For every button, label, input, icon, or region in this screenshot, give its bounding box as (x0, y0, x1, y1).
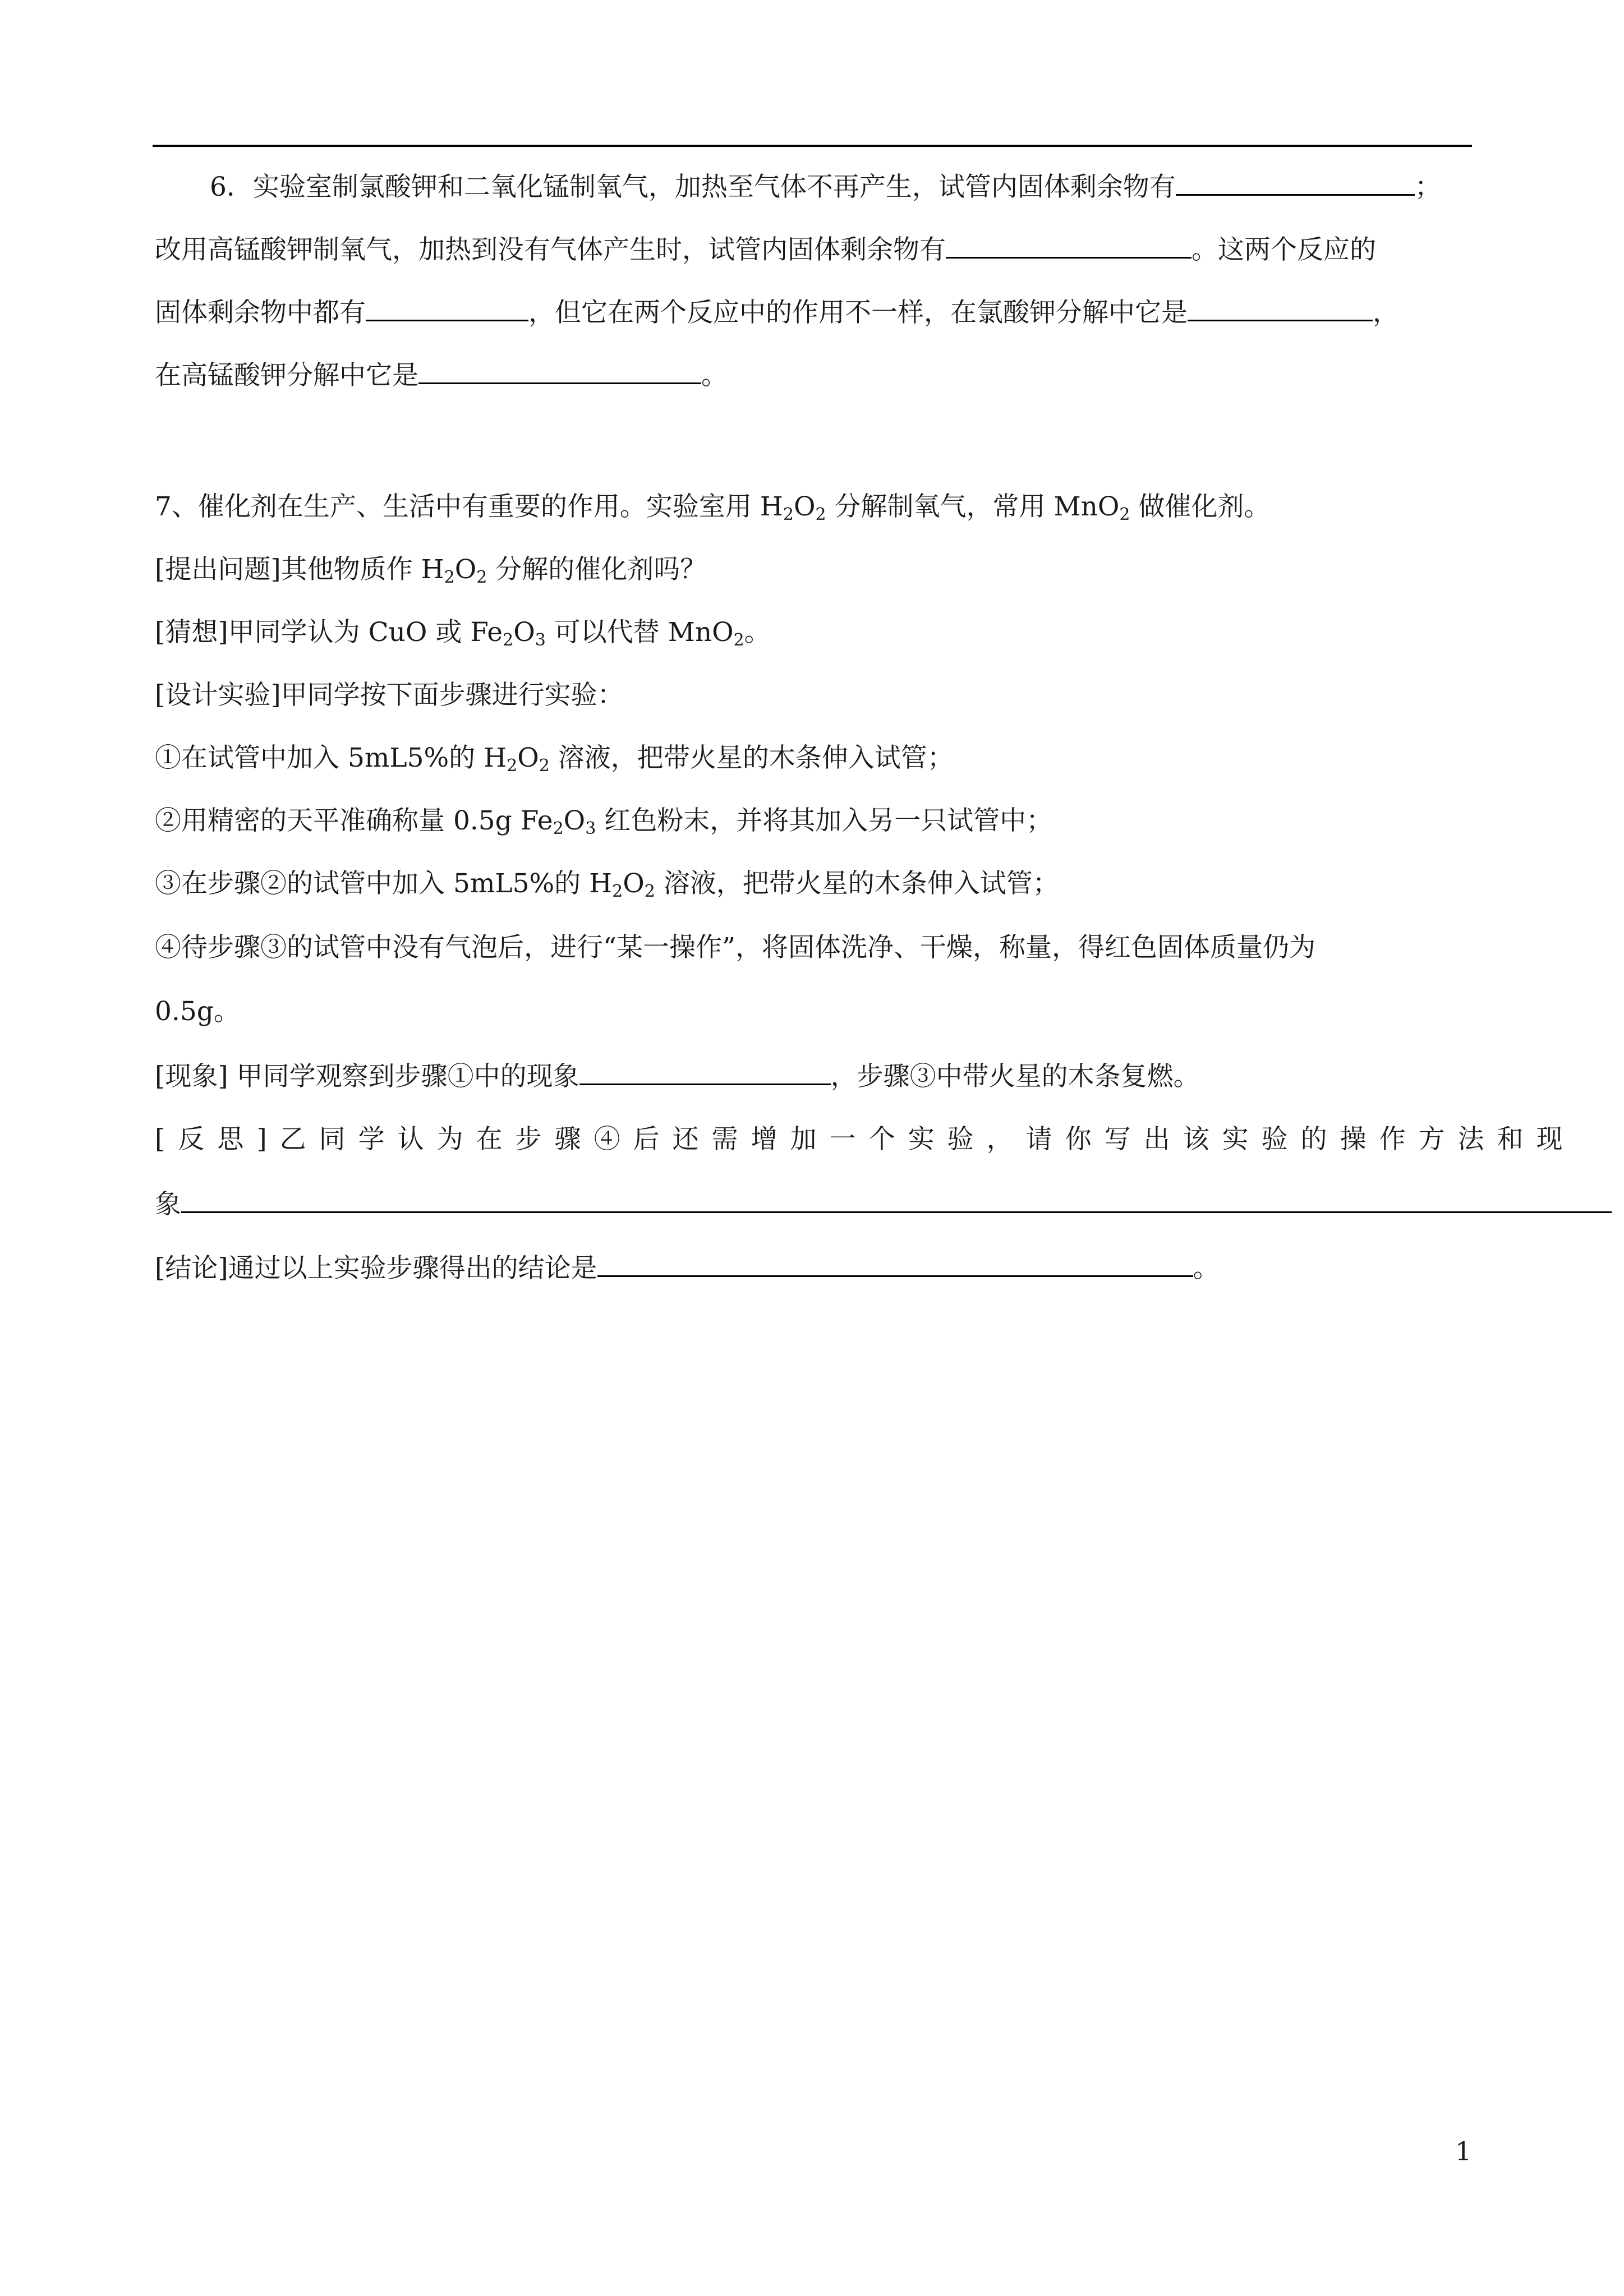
q7-step-4 (155, 931, 1512, 965)
subscript: 2 (733, 630, 744, 650)
subscript: 2 (783, 505, 794, 524)
subscript: 2 (612, 882, 623, 901)
q7-text: [反思]乙同学认为在步骤④后还需增加一个实验，请你写出该实验的操作方法和现 (155, 1124, 1576, 1155)
answer-blank[interactable] (418, 358, 701, 384)
q6-punct: ， (1373, 297, 1399, 328)
q6-line-2 (155, 232, 1512, 267)
q7-text: 象 (155, 1189, 181, 1220)
q7-text: [现象] 甲同学观察到步骤①中的现象 (155, 1061, 579, 1092)
answer-blank[interactable] (1188, 295, 1373, 321)
q7-text: 红色粉末，并将其加入另一只试管中； (596, 805, 1053, 836)
answer-blank[interactable] (579, 1059, 831, 1085)
q7-conclusion (155, 1251, 1512, 1285)
q7-text: 0.5g。 (155, 996, 240, 1027)
q7-text: [提出问题]其他物质作 H (155, 554, 444, 585)
q7-reflection-cont (155, 1187, 1624, 1221)
subscript: 2 (444, 568, 455, 587)
subscript: 2 (503, 630, 514, 650)
q7-text: ④待步骤③的试管中没有气泡后，进行“某一操作”，将固体洗净、干燥，称量，得红色固体质量仍为 (155, 932, 1316, 963)
q7-text: [设计实验]甲同学按下面步骤进行实验： (155, 680, 624, 711)
q7-text: 可以代替 MnO (545, 617, 734, 648)
q6-text: ，但它在两个反应中的作用不一样，在氯酸钾分解中它是 (528, 297, 1188, 328)
q6-punct: 。 (701, 360, 728, 391)
q7-design (155, 679, 1512, 712)
q6-line-3 (155, 295, 1512, 330)
q6-text: 改用高锰酸钾制氧气，加热到没有气体产生时，试管内固体剩余物有 (155, 234, 946, 265)
q6-text: 在高锰酸钾分解中它是 (155, 360, 418, 391)
q7-punct: 。 (1193, 1253, 1220, 1284)
q7-text: O (513, 617, 535, 648)
answer-blank[interactable] (1176, 169, 1415, 196)
q7-step-3 (155, 867, 1512, 901)
q7-text: ，步骤③中带火星的木条复燃。 (830, 1061, 1200, 1092)
q7-text: 溶液，把带火星的木条伸入试管； (549, 743, 954, 773)
q7-text: [猜想]甲同学认为 CuO 或 Fe (155, 617, 503, 648)
q7-text: 分解制氧气，常用 MnO (826, 491, 1120, 522)
q7-text: O (793, 491, 816, 522)
q6-punct: ； (1414, 172, 1441, 202)
q7-step-4-cont (155, 995, 1512, 1029)
q7-text: [结论]通过以上实验步骤得出的结论是 (155, 1253, 597, 1284)
q7-guess (155, 616, 1512, 649)
q6-text: 固体剩余物中都有 (155, 297, 366, 328)
q7-text: O (563, 805, 586, 836)
q7-step-2 (155, 804, 1512, 838)
q6-text: 。这两个反应的 (1191, 234, 1376, 265)
subscript: 2 (476, 568, 487, 587)
q7-text: 7、催化剂在生产、生活中有重要的作用。实验室用 H (155, 491, 783, 522)
q6-line-1 (155, 169, 1512, 204)
q7-text: ②用精密的天平准确称量 0.5g Fe (155, 805, 553, 836)
subscript: 2 (553, 819, 564, 838)
answer-blank[interactable] (181, 1187, 1612, 1213)
subscript: 2 (507, 756, 518, 776)
answer-blank[interactable] (946, 232, 1191, 259)
q7-text: 。 (744, 617, 771, 648)
q7-text: O (623, 868, 645, 899)
subscript: 3 (535, 630, 546, 650)
q7-reflection (155, 1123, 1576, 1156)
q7-text: O (454, 554, 477, 585)
q6-line-4 (155, 358, 1512, 393)
subscript: 2 (1119, 505, 1130, 524)
q7-text: 分解的催化剂吗？ (487, 554, 707, 585)
subscript: 2 (539, 756, 550, 776)
subscript: 3 (585, 819, 596, 838)
q7-text: 溶液，把带火星的木条伸入试管； (655, 868, 1059, 899)
answer-blank[interactable] (366, 295, 528, 321)
q7-phenomenon (155, 1059, 1512, 1094)
q7-text: ③在步骤②的试管中加入 5mL5%的 H (155, 868, 613, 899)
q7-text: ①在试管中加入 5mL5%的 H (155, 743, 507, 773)
page-number: 1 (1455, 2136, 1472, 2166)
q7-text: O (517, 743, 539, 773)
subscript: 2 (644, 882, 655, 901)
answer-blank[interactable] (597, 1251, 1193, 1277)
q7-question (155, 553, 1512, 587)
q7-intro (155, 490, 1512, 524)
q6-text: 6．实验室制氯酸钾和二氧化锰制氧气，加热至气体不再产生，试管内固体剩余物有 (210, 172, 1176, 202)
q7-text: 做催化剂。 (1130, 491, 1271, 522)
header-rule (153, 145, 1472, 147)
q7-step-1 (155, 741, 1512, 775)
subscript: 2 (815, 505, 826, 524)
